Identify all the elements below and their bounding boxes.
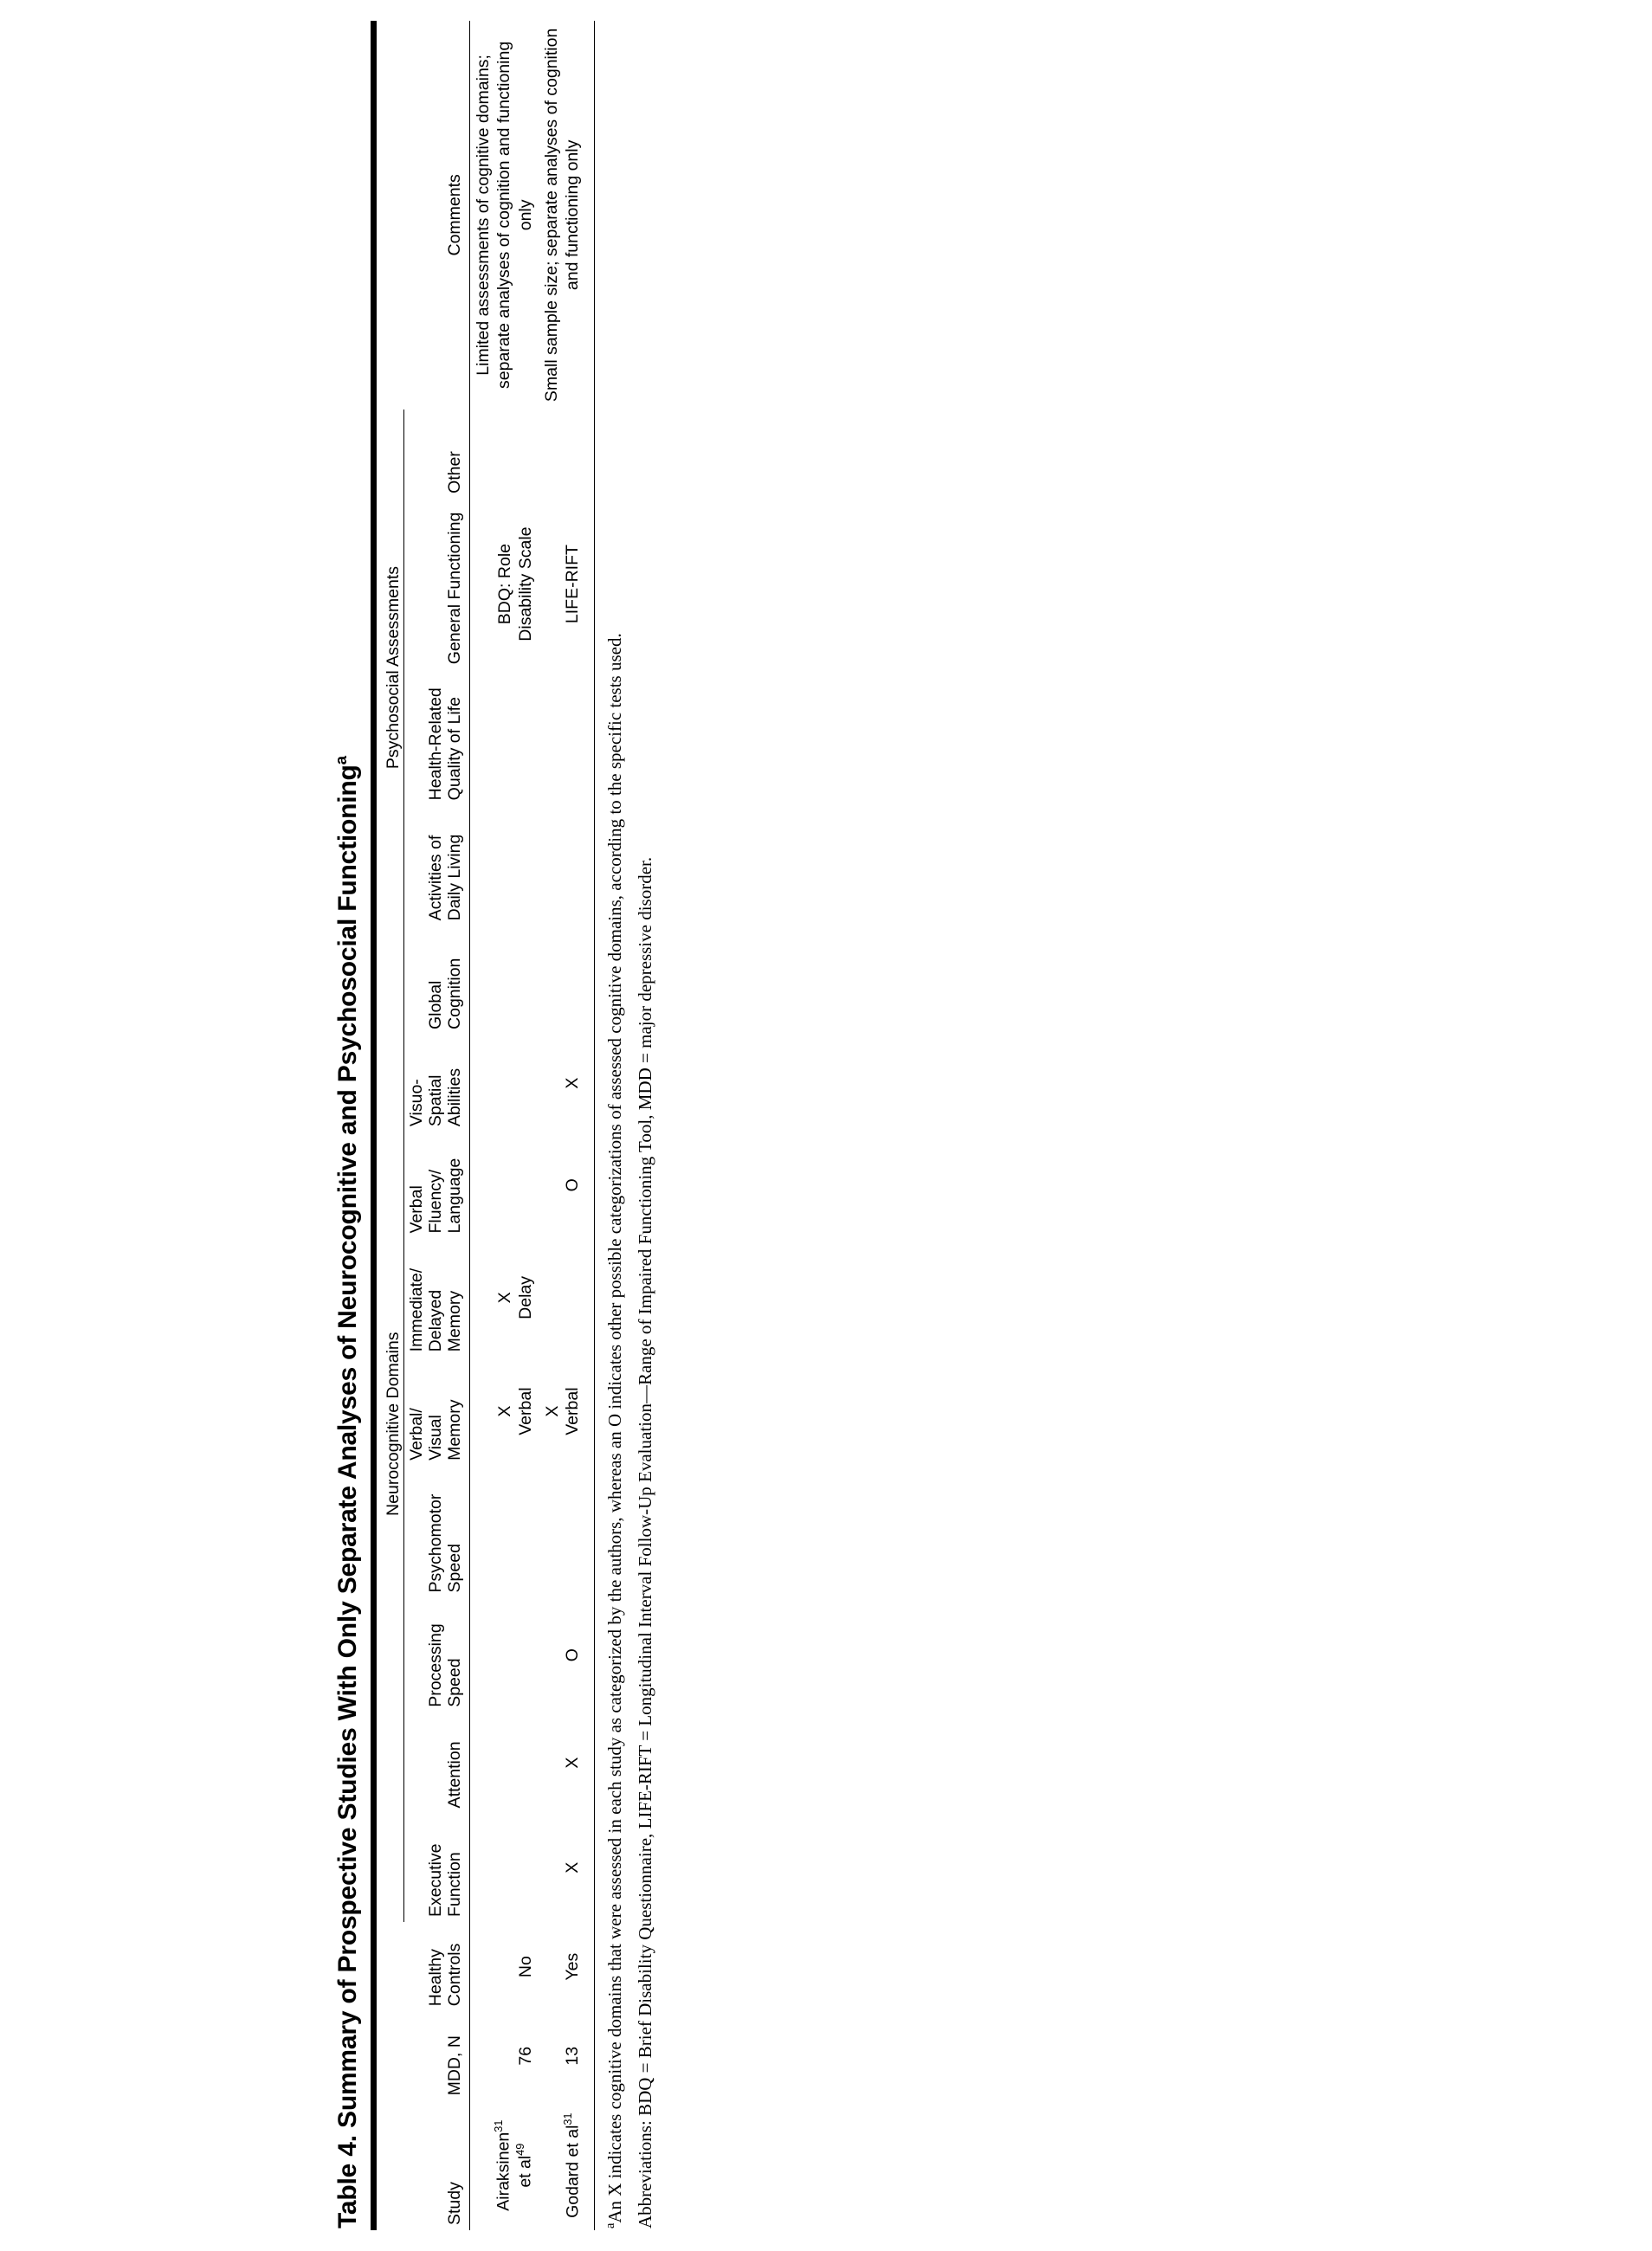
group-header-spacer-mdd [377, 2011, 404, 2100]
cell-visuospatial-abilities [469, 1035, 539, 1132]
page-title [332, 17, 371, 2234]
group-header-psychosocial: Psychosocial Assessments [377, 410, 404, 926]
cell-general-functioning: LIFE-RIFT [563, 545, 583, 624]
cell-immediate-delayed-memory: X Delay [495, 1275, 535, 1319]
cell-executive-function: X [563, 1861, 583, 1874]
cell-attention [469, 1712, 539, 1814]
footnote-abbreviations: Abbreviations: BDQ = Brief Disability Questionnaire, LIFE-RIFT = Longitudinal Interval Follow-Up Evaluation—Range of Impaired Functioning Tool, MDD = major depressive disorder. [634, 856, 655, 2228]
cell-health-related-qol [539, 669, 594, 805]
table-column-header-row [404, 21, 469, 2230]
table-group-header-row [377, 21, 404, 2230]
table-document [332, 17, 1320, 2234]
col-header-global-cognition: Global Cognition [426, 958, 465, 1029]
cell-processing-speed [469, 1597, 539, 1712]
col-header-attention: Attention [445, 1741, 465, 1809]
cell-comments: Small sample size; separate analyses of cognition and functioning only [542, 28, 583, 403]
col-header-psychomotor-speed: Psychomotor Speed [426, 1493, 465, 1593]
col-header-visuospatial-abilities: Visuo- Spatial Abilities [407, 1067, 465, 1127]
col-header-mdd-n: MDD, N [445, 2035, 465, 2096]
footnote-a [603, 64, 628, 2228]
page-title-text: Table 4. Summary of Prospective Studies With Only Separate Analyses of Neurocognitive and Psychosocial Functioning [333, 764, 362, 2228]
cell-verbal-visual-memory: X Verbal [543, 1387, 583, 1435]
cell-activities-daily-living [539, 805, 594, 926]
cell-mdd-n: 13 [563, 2046, 583, 2066]
cell-healthy-controls: Yes [563, 1952, 583, 1981]
col-header-study: Study [445, 2182, 465, 2225]
col-header-activities-daily-living: Activities of Daily Living [426, 834, 465, 921]
col-header-other: Other [445, 451, 465, 493]
cell-study: Airaksinen$^{31}$ et $al^{49}$ [493, 2119, 535, 2211]
group-header-spacer-left [377, 2100, 404, 2230]
footnote-a-text: An X indicates cognitive domains that were assessed in each study as categorized by the authors, whereas an O indicates other possible categorizations of assessed cognitive domains, according to the specific tests used. [603, 633, 625, 2223]
cell-other [539, 410, 594, 499]
col-header-processing-speed: Processing Speed [426, 1623, 465, 1707]
col-header-healthy-controls: Healthy Controls [426, 1943, 465, 2007]
cell-study: Godard et $al^{31}$ [561, 2112, 583, 2218]
cell-verbal-visual-memory: X Verbal [495, 1387, 535, 1435]
col-header-verbal-visual-memory: Verbal/ Visual Memory [407, 1399, 465, 1461]
group-header-spacer-hc [377, 1922, 404, 2011]
cell-immediate-delayed-memory [539, 1238, 594, 1357]
cell-psychomotor-speed [469, 1466, 539, 1598]
col-header-executive-function: Executive Function [426, 1843, 465, 1918]
cell-health-related-qol [469, 669, 539, 805]
cell-processing-speed: O [563, 1648, 583, 1662]
cell-attention: X [563, 1757, 583, 1769]
col-header-health-related-qol: Health-Related Quality of Life [426, 687, 465, 801]
table-footnotes [595, 64, 657, 2228]
page-title-footnote-marker: a [332, 756, 350, 765]
rotated-table-block [332, 17, 1320, 2234]
cell-verbal-fluency-language [469, 1132, 539, 1238]
group-header-neurocognitive: Neurocognitive Domains [377, 926, 404, 1922]
cell-other [469, 410, 539, 499]
col-header-comments: Comments [445, 174, 465, 256]
cell-comments: Limited assessments of cognitive domains; separate analyses of cognition and functioning only [473, 41, 535, 389]
table-top-rule [371, 21, 377, 2230]
cell-mdd-n: 76 [515, 2046, 535, 2066]
group-header-spacer-comments [377, 21, 404, 410]
table-row [539, 21, 594, 2230]
cell-psychomotor-speed [539, 1466, 594, 1598]
cell-verbal-fluency-language: O [563, 1178, 583, 1192]
col-header-verbal-fluency-language: Verbal Fluency/ Language [407, 1158, 465, 1234]
cell-executive-function [469, 1813, 539, 1922]
cell-global-cognition [469, 926, 539, 1035]
col-header-immediate-delayed-memory: Immediate/ Delayed Memory [407, 1267, 465, 1352]
col-header-general-functioning: General Functioning [445, 512, 465, 665]
footnote-a-marker: a [603, 2222, 617, 2228]
cell-activities-daily-living [469, 805, 539, 926]
table-row [469, 21, 539, 2230]
summary-table [377, 21, 594, 2230]
cell-visuospatial-abilities: X [563, 1077, 583, 1089]
cell-healthy-controls: No [515, 1956, 535, 1978]
cell-general-functioning: BDQ: Role Disability Scale [495, 526, 535, 642]
cell-global-cognition [539, 926, 594, 1035]
